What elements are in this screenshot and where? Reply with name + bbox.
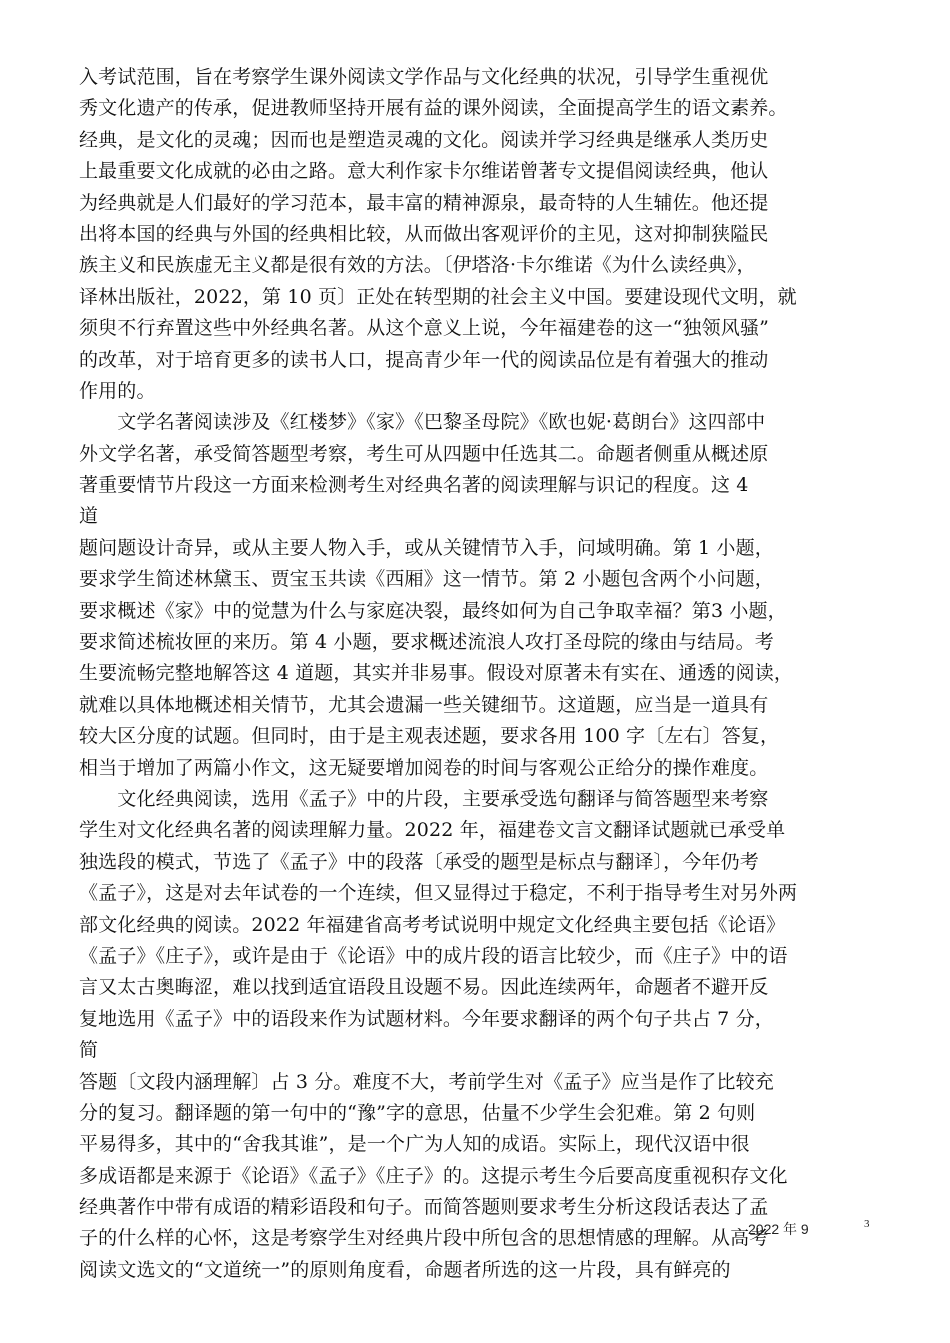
text-line: 族主义和民族虚无主义都是很有效的方法。〔伊塔洛·卡尔维诺《为什么读经典》， (79, 254, 756, 277)
text-line: 多成语都是来源于《论语》《孟子》《庄子》的。这提示考生今后要高度重视积存文化 (79, 1164, 788, 1187)
text-line: 复地选用《孟子》中的语段来作为试题材料。今年要求翻译的两个句子共占 7 分， (79, 1007, 774, 1030)
text-line: 相当于增加了两篇小作文，这无疑要增加阅卷的时间与客观公正给分的操作难度。 (79, 756, 769, 779)
text-line: 文学名著阅读涉及《红楼梦》《家》《巴黎圣母院》《欧也妮·葛朗台》这四部中 (79, 411, 766, 434)
text-line: 生要流畅完整地解答这 4 道题，其实并非易事。假设对原著未有实在、通透的阅读， (79, 662, 794, 685)
text-line: 《孟子》，这是对去年试卷的一个连续，但又显得过于稳定，不利于指导考生对另外两 (79, 882, 798, 905)
text-line: 出将本国的经典与外国的经典相比较，从而做出客观评价的主见，这对抑制狭隘民 (79, 222, 769, 245)
text-line: 著重要情节片段这一方面来检测考生对经典名著的阅读理解与识记的程度。这 4 (79, 474, 749, 497)
text-line: 为经典就是人们最好的学习范本，最丰富的精神源泉，最奇特的人生辅佐。他还提 (79, 191, 769, 214)
text-line: 《孟子》《庄子》，或许是由于《论语》中的成片段的语言比较少，而《庄子》中的语 (79, 944, 788, 967)
text-line: 上最重要文化成就的必由之路。意大利作家卡尔维诺曾著专文提倡阅读经典，他认 (79, 160, 769, 183)
text-line: 的改革，对于培育更多的读书人口，提高青少年一代的阅读品位是有着强大的推动 (79, 348, 769, 371)
text-line: 入考试范围，旨在考察学生课外阅读文学作品与文化经典的状况，引导学生重视优 (79, 66, 769, 88)
text-line: 道 (79, 505, 99, 528)
text-line: 部文化经典的阅读。2022 年福建省高考考试说明中规定文化经典主要包括《论语》 (79, 913, 786, 936)
page-number: 3 (864, 1218, 870, 1230)
text-line: 要求学生简述林黛玉、贾宝玉共读《西厢》这一情节。第 2 小题包含两个小问题， (79, 568, 774, 591)
text-line: 阅读文选文的“文道统一”的原则角度看，命题者所选的这一片段，具有鲜亮的 (79, 1258, 731, 1281)
text-line: 秀文化遗产的传承，促进教师坚持开展有益的课外阅读，全面提高学生的语文素养。 (79, 97, 788, 120)
text-line: 经典，是文化的灵魂；因而也是塑造灵魂的文化。阅读并学习经典是继承人类历史 (79, 128, 769, 151)
text-line: 就难以具体地概述相关情节，尤其会遗漏一些关键细节。这道题，应当是一道具有 (79, 693, 769, 716)
text-line: 外文学名著，承受简答题型考察，考生可从四题中任选其二。命题者侧重从概述原 (79, 442, 769, 465)
text-line: 平易得多，其中的“舍我其谁”，是一个广为人知的成语。实际上，现代汉语中很 (79, 1133, 750, 1156)
text-line: 言又太古奥晦涩，难以找到适宜语段且设题不易。因此连续两年，命题者不避开反 (79, 976, 769, 999)
text-line: 要求简述梳妆匣的来历。第 4 小题，要求概述流浪人攻打圣母院的缘由与结局。考 (79, 631, 774, 654)
document-body (79, 62, 879, 1286)
text-line: 要求概述《家》中的觉慧为什么与家庭决裂，最终如何为自己争取幸福？第3 小题， (79, 599, 787, 622)
footer-date: 2022 年 9 (748, 1221, 809, 1237)
text-line: 作用的。 (79, 379, 156, 402)
text-line: 分的复习。翻译题的第一句中的“豫”字的意思，估量不少学生会犯难。第 2 句则 (79, 1101, 756, 1124)
text-line: 文化经典阅读，选用《孟子》中的片段，主要承受选句翻译与简答题型来考察 (79, 787, 769, 810)
text-line: 经典著作中带有成语的精彩语段和句子。而简答题则要求考生分析这段话表达了孟 (79, 1196, 769, 1219)
text-line: 子的什么样的心怀，这是考察学生对经典片段中所包含的思想情感的理解。从高考 (79, 1227, 769, 1250)
text-line: 学生对文化经典名著的阅读理解力量。2022 年，福建卷文言文翻译试题就已承受单 (79, 819, 786, 842)
text-line: 较大区分度的试题。但同时，由于是主观表述题，要求各用 100 字〔左右〕答复， (79, 725, 780, 748)
text-line: 译林出版社，2022，第 10 页〕正处在转型期的社会主义中国。要建设现代文明，就 (79, 285, 797, 308)
text-line: 题问题设计奇异，或从主要人物入手，或从关键情节入手，问域明确。第 1 小题， (79, 536, 774, 559)
text-line: 独选段的模式，节选了《孟子》中的段落〔承受的题型是标点与翻译〕，今年仍考 (79, 850, 759, 873)
text-line: 须臾不行弃置这些中外经典名著。从这个意义上说，今年福建卷的这一“独领风骚” (79, 317, 769, 340)
text-line: 简 (79, 1039, 99, 1062)
text-line: 答题〔文段内涵理解〕占 3 分。难度不大，考前学生对《孟子》应当是作了比较充 (79, 1070, 774, 1093)
